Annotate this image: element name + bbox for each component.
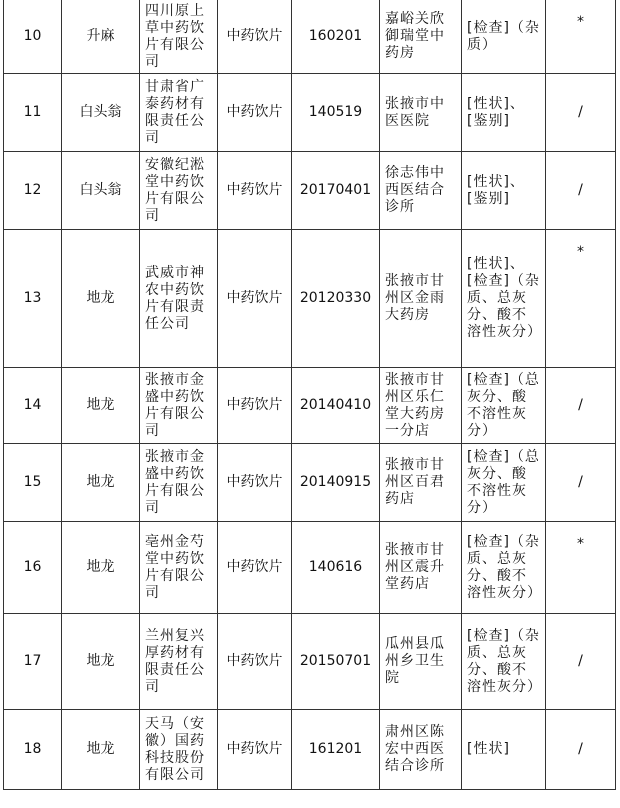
mark-symbol-cell: [546, 74, 616, 152]
sampled-unit-cell: [380, 522, 462, 614]
row-number: 16: [23, 559, 42, 575]
batch-number: 20170401: [299, 182, 372, 198]
drug-name-cell: [62, 74, 140, 152]
failed-items-cell: [462, 230, 546, 368]
failed-items-cell: [462, 74, 546, 152]
manufacturer: 武威市神农中药饮片有限责任公司: [145, 264, 205, 332]
failed-items: [检查]（总灰分、酸不溶性灰分）: [467, 371, 540, 439]
product-type: 中药饮片: [226, 104, 283, 120]
product-type: 中药饮片: [226, 653, 283, 669]
batch-number-cell: [292, 522, 380, 614]
drug-name-cell: [62, 614, 140, 710]
table-row: [4, 0, 616, 74]
row-number-cell: [4, 444, 62, 522]
product-type: 中药饮片: [226, 474, 283, 490]
failed-items-cell: [462, 152, 546, 230]
sampled-unit: 张掖市甘州区震升堂药店: [385, 542, 445, 592]
mark-symbol: /: [578, 397, 583, 413]
sampled-unit-cell: [380, 368, 462, 444]
sampled-unit: 张掖市中医医院: [385, 95, 445, 129]
drug-name: 地龙: [86, 741, 115, 757]
batch-number: 20140915: [299, 474, 372, 490]
product-type-cell: [218, 152, 292, 230]
sampled-unit: 肃州区陈宏中西医结合诊所: [385, 724, 445, 774]
failed-items: [性状]、[检查]（杂质、总灰分、酸不溶性灰分）: [467, 256, 542, 340]
failed-items-cell: [462, 614, 546, 710]
failed-items-cell: [462, 444, 546, 522]
product-type: 中药饮片: [226, 290, 283, 306]
sampled-unit-cell: [380, 710, 462, 790]
manufacturer-cell: [140, 368, 218, 444]
sampled-unit: 瓜州县瓜州乡卫生院: [385, 636, 445, 686]
manufacturer-cell: [140, 74, 218, 152]
manufacturer: 安徽纪淞堂中药饮片有限公司: [145, 156, 205, 224]
drug-name: 地龙: [86, 559, 115, 575]
product-type-cell: [218, 74, 292, 152]
mark-symbol: *: [577, 244, 584, 260]
failed-items: [性状]、[鉴别]: [467, 95, 525, 129]
mark-symbol: /: [578, 474, 583, 490]
manufacturer-cell: [140, 230, 218, 368]
drug-name-cell: [62, 710, 140, 790]
drug-name-cell: [62, 152, 140, 230]
batch-number: 20140410: [299, 397, 372, 413]
drug-name-cell: [62, 230, 140, 368]
failed-items: [检查]（杂质、总灰分、酸不溶性灰分）: [467, 627, 542, 695]
row-number-cell: [4, 522, 62, 614]
product-type: 中药饮片: [226, 559, 283, 575]
batch-number-cell: [292, 444, 380, 522]
failed-items: [检查]（杂质）: [467, 19, 540, 53]
product-type-cell: [218, 0, 292, 74]
table-row: [4, 710, 616, 790]
failed-items-cell: [462, 522, 546, 614]
drug-name: 升麻: [86, 28, 115, 44]
failed-items-cell: [462, 368, 546, 444]
row-number-cell: [4, 152, 62, 230]
mark-symbol-cell: [546, 444, 616, 522]
product-type-cell: [218, 230, 292, 368]
row-number-cell: [4, 614, 62, 710]
mark-symbol-cell: [546, 522, 616, 614]
manufacturer-cell: [140, 152, 218, 230]
mark-symbol-cell: [546, 0, 616, 74]
mark-symbol: /: [578, 741, 583, 757]
table-row: [4, 444, 616, 522]
sampled-unit: 张掖市甘州区乐仁堂大药房一分店: [385, 371, 445, 439]
row-number: 11: [23, 104, 42, 120]
failed-items: [检查]（杂质、总灰分、酸不溶性灰分）: [467, 533, 542, 601]
batch-number: 140519: [308, 104, 363, 120]
row-number-cell: [4, 74, 62, 152]
sampled-unit: 嘉峪关欣御瑞堂中药房: [385, 11, 445, 61]
manufacturer: 张掖市金盛中药饮片有限公司: [145, 448, 205, 516]
batch-number: 161201: [308, 741, 363, 757]
drug-name: 地龙: [86, 397, 115, 413]
batch-number-cell: [292, 230, 380, 368]
drug-name: 地龙: [86, 290, 115, 306]
mark-symbol: /: [578, 653, 583, 669]
product-type-cell: [218, 368, 292, 444]
manufacturer-cell: [140, 522, 218, 614]
manufacturer-cell: [140, 614, 218, 710]
sampled-unit: 张掖市甘州区百君药店: [385, 457, 445, 507]
drug-name: 地龙: [86, 653, 115, 669]
failed-items-cell: [462, 710, 546, 790]
sampled-unit-cell: [380, 0, 462, 74]
row-number-cell: [4, 0, 62, 74]
row-number: 14: [23, 397, 42, 413]
product-type: 中药饮片: [226, 741, 283, 757]
inspection-results-table: [3, 0, 616, 790]
drug-name-cell: [62, 522, 140, 614]
row-number-cell: [4, 368, 62, 444]
failed-items: [性状]: [467, 741, 510, 757]
row-number: 10: [23, 28, 42, 44]
batch-number-cell: [292, 74, 380, 152]
sampled-unit: 徐志伟中西医结合诊所: [385, 165, 445, 215]
product-type-cell: [218, 522, 292, 614]
sampled-unit-cell: [380, 74, 462, 152]
manufacturer: 张掖市金盛中药饮片有限公司: [145, 371, 205, 439]
drug-name-cell: [62, 368, 140, 444]
table-row: [4, 152, 616, 230]
table-row: [4, 614, 616, 710]
drug-name: 白头翁: [79, 182, 122, 198]
batch-number-cell: [292, 614, 380, 710]
manufacturer: 兰州复兴厚药材有限责任公司: [145, 627, 205, 695]
batch-number-cell: [292, 368, 380, 444]
batch-number: 20150701: [299, 653, 372, 669]
batch-number-cell: [292, 152, 380, 230]
manufacturer: 甘肃省广泰药材有限责任公司: [145, 78, 205, 146]
table-row: [4, 74, 616, 152]
sampled-unit: 张掖市甘州区金雨大药房: [385, 273, 445, 323]
sampled-unit-cell: [380, 614, 462, 710]
table-row: [4, 522, 616, 614]
drug-name: 白头翁: [79, 104, 122, 120]
manufacturer-cell: [140, 0, 218, 74]
batch-number-cell: [292, 0, 380, 74]
product-type: 中药饮片: [226, 397, 283, 413]
sampled-unit-cell: [380, 152, 462, 230]
batch-number-cell: [292, 710, 380, 790]
manufacturer-cell: [140, 444, 218, 522]
batch-number: 160201: [308, 28, 363, 44]
failed-items: [性状]、[鉴别]: [467, 173, 525, 207]
row-number: 18: [23, 741, 42, 757]
drug-name-cell: [62, 0, 140, 74]
product-type-cell: [218, 444, 292, 522]
drug-name-cell: [62, 444, 140, 522]
manufacturer: 天马（安徽）国药科技股份有限公司: [145, 715, 205, 783]
mark-symbol: /: [578, 104, 583, 120]
mark-symbol: *: [577, 14, 584, 30]
sampled-unit-cell: [380, 444, 462, 522]
product-type: 中药饮片: [226, 28, 283, 44]
row-number: 13: [23, 290, 42, 306]
product-type: 中药饮片: [226, 182, 283, 198]
manufacturer-cell: [140, 710, 218, 790]
row-number: 12: [23, 182, 42, 198]
mark-symbol: /: [578, 182, 583, 198]
manufacturer: 四川原上草中药饮片有限公司: [145, 2, 205, 70]
mark-symbol-cell: [546, 614, 616, 710]
batch-number: 140616: [308, 559, 363, 575]
row-number-cell: [4, 710, 62, 790]
sampled-unit-cell: [380, 230, 462, 368]
table-row: [4, 230, 616, 368]
batch-number: 20120330: [299, 290, 372, 306]
product-type-cell: [218, 614, 292, 710]
row-number: 17: [23, 653, 42, 669]
mark-symbol-cell: [546, 152, 616, 230]
mark-symbol-cell: [546, 710, 616, 790]
mark-symbol: *: [577, 536, 584, 552]
drug-name: 地龙: [86, 474, 115, 490]
failed-items: [检查]（总灰分、酸不溶性灰分）: [467, 448, 540, 516]
failed-items-cell: [462, 0, 546, 74]
row-number-cell: [4, 230, 62, 368]
manufacturer: 亳州金芍堂中药饮片有限公司: [145, 533, 205, 601]
product-type-cell: [218, 710, 292, 790]
mark-symbol-cell: [546, 230, 616, 368]
row-number: 15: [23, 474, 42, 490]
mark-symbol-cell: [546, 368, 616, 444]
table-row: [4, 368, 616, 444]
